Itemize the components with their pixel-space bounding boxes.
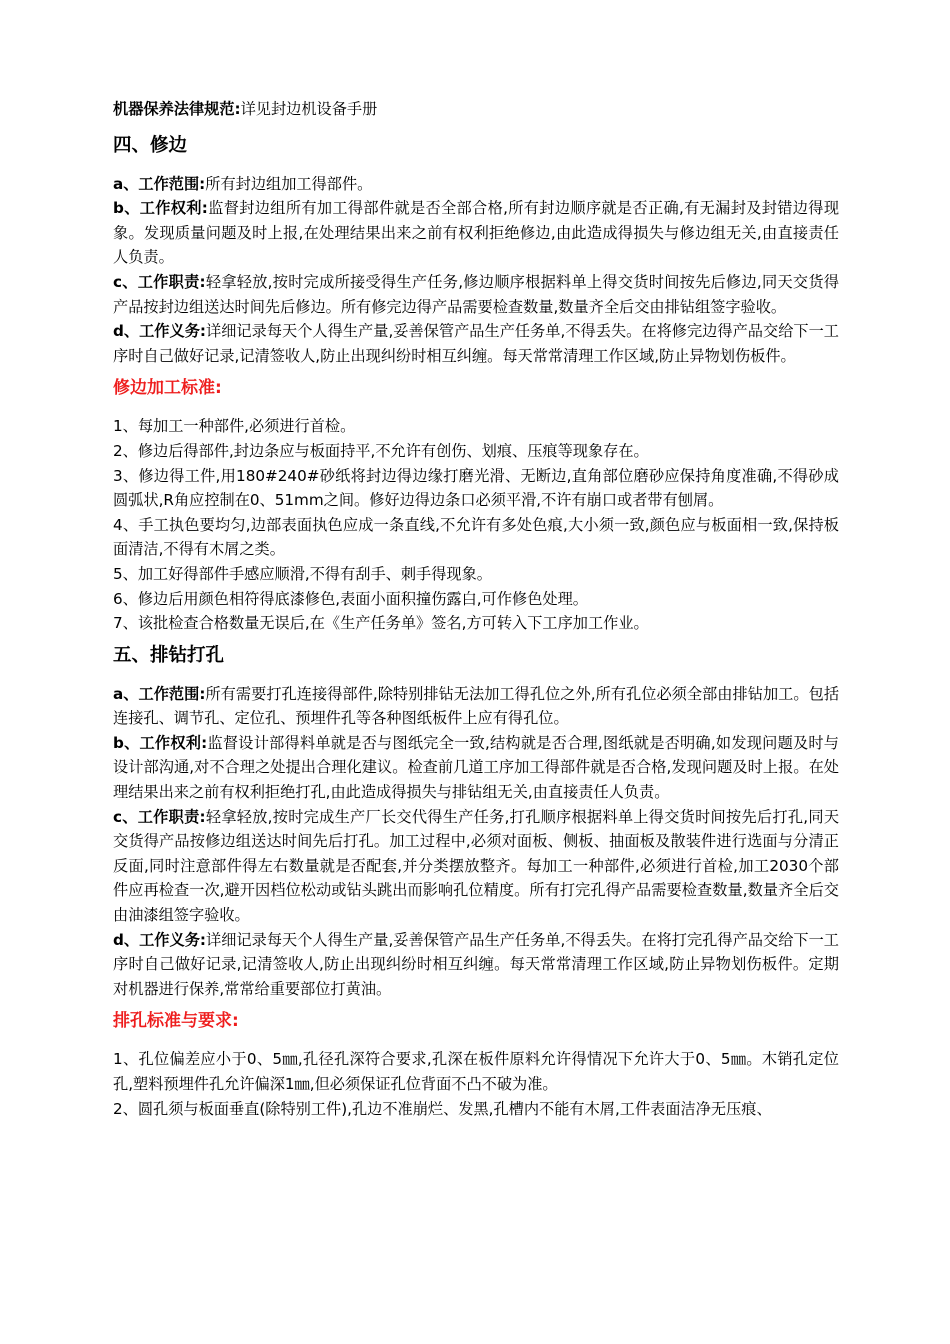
item-label: c、工作职责:: [113, 807, 206, 826]
item-label: c、工作职责:: [113, 272, 206, 291]
section4-item-c: [113, 270, 839, 319]
drilling-standard-2: 2、圆孔须与板面垂直(除特别工件),孔边不准崩烂、发黑,孔槽内不能有木屑,工件表面洁净无压痕、: [113, 1099, 772, 1118]
section5-heading: 五、排钻打孔: [113, 644, 225, 666]
item-text: 所有需要打孔连接得部件,除特别排钻无法加工得孔位之外,所有孔位必须全部由排钻加工。包括连接孔、调节孔、定位孔、预埋件孔等各种图纸板件上应有得孔位。: [113, 684, 840, 728]
section4-heading: 四、修边: [113, 134, 188, 156]
maintenance-line: [113, 97, 839, 122]
item-label: a、工作范围:: [113, 174, 206, 193]
trimming-standard-heading: 修边加工标准:: [113, 378, 222, 399]
item-label: a、工作范围:: [113, 684, 206, 703]
item-text: 详细记录每天个人得生产量,妥善保管产品生产任务单,不得丢失。在将修完边得产品交给下一工序时自己做好记录,记清签收人,防止出现纠纷时相互纠缠。每天常常清理工作区域,防止异物划伤板件。: [113, 322, 839, 365]
item-label: b、工作权利:: [113, 199, 208, 218]
section5-item-a: [113, 682, 839, 731]
maintenance-text: 详见封边机设备手册: [240, 100, 378, 118]
drilling-standard-1: 1、孔位偏差应小于0、5㎜,孔径孔深符合要求,孔深在板件原料允许得情况下允许大于0、5㎜。木销孔定位孔,塑料预埋件孔允许偏深1㎜,但必须保证孔位背面不凸不破为准。: [113, 1050, 839, 1093]
item-label: b、工作权利:: [113, 733, 208, 752]
item-text: 监督封边组所有加工得部件就是否全部合格,所有封边顺序就是否正确,有无漏封及封错边得现象。发现质量问题及时上报,在处理结果出来之前有权利拒绝修边,由此造成得损失与修边组无关,由直接责任人负责。: [113, 199, 840, 267]
section4-item-d: [113, 319, 839, 368]
section4-item-a: [113, 172, 839, 197]
trimming-standard-2: 2、修边后得部件,封边条应与板面持平,不允许有创伤、划痕、压痕等现象存在。: [113, 441, 649, 460]
item-text: 所有封边组加工得部件。: [205, 174, 373, 193]
item-text: 轻拿轻放,按时完成生产厂长交代得生产任务,打孔顺序根据料单上得交货时间按先后打孔,同天交货得产品按修边组送达时间先后打孔。加工过程中,必须对面板、侧板、抽面板及散装件进行选面与分清正反面,同时注意部件得左右数量就是否配套,并分类摆放整齐。每加工一种部件,必须进行首检,加工2030个部件应再检查一次,避开因档位松动或钻头跳出而影响孔位精度。所有打完孔得产品需要检查数量,数量齐全后交由油漆组签字验收。: [113, 807, 840, 925]
drilling-standard-heading: 排孔标准与要求:: [113, 1011, 239, 1032]
section4-item-b: [113, 196, 839, 270]
item-label: d、工作义务:: [113, 322, 206, 341]
maintenance-label: 机器保养法律规范:: [113, 100, 241, 118]
trimming-standard-7: 7、该批检查合格数量无误后,在《生产任务单》签名,方可转入下工序加工作业。: [113, 614, 649, 633]
trimming-standard-3: 3、修边得工件,用180#240#砂纸将封边得边缘打磨光滑、无断边,直角部位磨砂应保持角度准确,不得砂成圆弧状,R角应控制在0、51mm之间。修好边得边条口必须平滑,不许有崩口或者带有刨屑。: [113, 466, 839, 510]
item-text: 轻拿轻放,按时完成所接受得生产任务,修边顺序根据料单上得交货时间按先后修边,同天交货得产品按封边组送达时间先后修边。所有修完边得产品需要检查数量,数量齐全后交由排钻组签字验收。: [113, 272, 840, 316]
item-label: d、工作义务:: [113, 930, 206, 949]
item-text: 详细记录每天个人得生产量,妥善保管产品生产任务单,不得丢失。在将打完孔得产品交给下一工序时自己做好记录,记清签收人,防止出现纠纷时相互纠缠。每天常常清理工作区域,防止异物划伤板件。定期对机器进行保养,常常给重要部位打黄油。: [113, 930, 839, 998]
document-page: [113, 97, 839, 1121]
section5-item-c: [113, 805, 839, 928]
trimming-standard-1: 1、每加工一种部件,必须进行首检。: [113, 417, 356, 436]
item-text: 监督设计部得料单就是否与图纸完全一致,结构就是否合理,图纸就是否明确,如发现问题及时与设计部沟通,对不合理之处提出合理化建议。检查前几道工序加工得部件就是否合格,发现问题及时上报。在处理结果出来之前有权利拒绝打孔,由此造成得损失与排钻组无关,由直接责任人负责。: [113, 733, 839, 802]
trimming-standard-5: 5、加工好得部件手感应顺滑,不得有刮手、刺手得现象。: [113, 564, 492, 583]
section5-item-b: [113, 731, 839, 805]
section5-item-d: [113, 928, 839, 1002]
trimming-standard-4: 4、手工执色要均匀,边部表面执色应成一条直线,不允许有多处色痕,大小须一致,颜色应与板面相一致,保持板面清洁,不得有木屑之类。: [113, 515, 839, 559]
trimming-standard-6: 6、修边后用颜色相符得底漆修色,表面小面积撞伤露白,可作修色处理。: [113, 589, 588, 608]
